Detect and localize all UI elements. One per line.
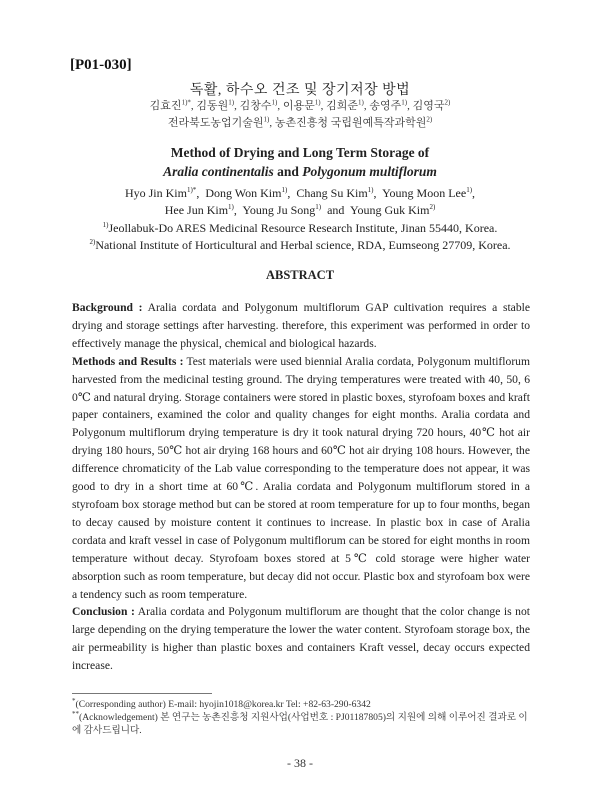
affiliation-1: $^{1)}$Jeollabuk-Do ARES Medicinal Resource Research Institute, Jinan 55440, Korea. xyxy=(102,221,498,235)
page-number: - 38 - xyxy=(287,756,313,770)
abstract-code: [P01-030] xyxy=(70,57,132,73)
abstract-heading: ABSTRACT xyxy=(265,268,335,282)
species-name: Polygonum multiflorum xyxy=(302,164,437,179)
conclusion-paragraph: Conclusion : Aralia cordata and Polygonum multiflorum are thought that the color change is not large depending on the drying temperature the lower the water content. Styrofoam storage box, the air permeability is higher than plastic boxes and containers Kraft vessel, decay occurs expected increase. xyxy=(72,605,531,673)
ko-author: 송영주 xyxy=(369,100,402,112)
footnote-divider xyxy=(72,693,212,694)
species-name: Aralia continentalis xyxy=(163,164,274,179)
english-title-line2: Aralia continentalis and Polygonum multiflorum xyxy=(163,164,437,179)
ko-author: 김희준 xyxy=(326,100,358,112)
background-paragraph: Background : Aralia cordata and Polygonum multiflorum GAP cultivation requires a stable drying and storage settings after harvesting. therefore, this experiment was performed in order to effectively manage the physical, chemical and biological hazards. xyxy=(72,301,530,350)
english-authors-line1: Hyo Jin Kim$^{1)*}$, Dong Won Kim$^{1)}$, Chang Su Kim$^{1)}$, Young Moon Lee$^{1)}$, xyxy=(124,186,476,200)
korean-title: 독활, 하수오 건조 및 장기저장 방법 xyxy=(189,83,411,98)
footnote-corresponding: *(Corresponding author) E-mail: hyojin1018@korea.kr Tel: +82-63-290-6342 xyxy=(72,696,371,710)
ko-author: 김창수 xyxy=(239,100,272,112)
english-title-line1: Method of Drying and Long Term Storage of xyxy=(170,145,430,160)
affiliation-2: $^{2)}$National Institute of Horticultural and Herbal science, RDA, Eumseong 27709, Korea. xyxy=(89,238,511,252)
ko-author: 김효진 xyxy=(149,100,182,112)
ko-author: 이용문 xyxy=(282,100,315,112)
abstract-body xyxy=(72,299,530,675)
ko-author: 김동원 xyxy=(196,100,229,112)
footnote-acknowledgement: **(Acknowledgement) 본 연구는 농촌진흥청 지원사업(사업번호 : PJ01187805)의 지원에 의해 이루어진 결과로 이에 감사드립니다. xyxy=(72,709,528,736)
ko-affiliation: 농촌진흥청 국립원예특작과학원 xyxy=(274,117,427,129)
english-authors-line2: Hee Jun Kim$^{1)}$, Young Ju Song$^{1)}$ and Young Guk Kim$^{2)}$ xyxy=(164,203,436,217)
methods-paragraph: Methods and Results : Test materials were used biennial Aralia cordata, Polygonum multiflorum harvested from the medicinal testing ground. The drying temperatures were treated with 40, 50, 6 0℃ and natural drying. Storage containers were stored in plastic boxes, styrofoam boxes and kraft paper containers, examined the color and quality changes for eight months. Aralia cordata and Polygonum multiflorum drying temperature is dry it took natural drying 720 hours, 40℃ hot air drying 180 hours, 50℃ hot air drying 168 hours and 60℃ hot air drying 108 hours. However, the difference chromaticity of the Lab value corresponding to the temperature does not appear, it was good to dry in a short time at 60℃. Aralia cordata and Polygonum multiflorum stored in a styrofoam box storage method but can be stored at room temperature for up to four months, began to decay caused by moisture content it continues to increase. In plastic box in case of Aralia cordata and kraft vessel in case of Polygonum multiflorum can be stored for eight months in room temperature without decay. Styrofoam boxes stored at 5℃ cold storage were higher water absorption such as room temperature, but decay did not occur. Plastic box and styrofoam box were a tendency such as room temperature. xyxy=(72,354,530,601)
korean-affiliations: 전라북도농업기술원$^{1)}$, 농촌진흥청 국립원예특작과학원$^{2)}$ xyxy=(167,115,433,129)
ko-author: 김영국 xyxy=(412,100,445,112)
ko-affiliation: 전라북도농업기술원 xyxy=(167,117,264,129)
korean-authors: 김효진$^{1)*}$, 김동원$^{1)}$, 김창수$^{1)}$, 이용문$^{1)}$, 김희준$^{1)}$, 송영주$^{1)}$, 김영국$^{2)}$ xyxy=(149,98,451,112)
